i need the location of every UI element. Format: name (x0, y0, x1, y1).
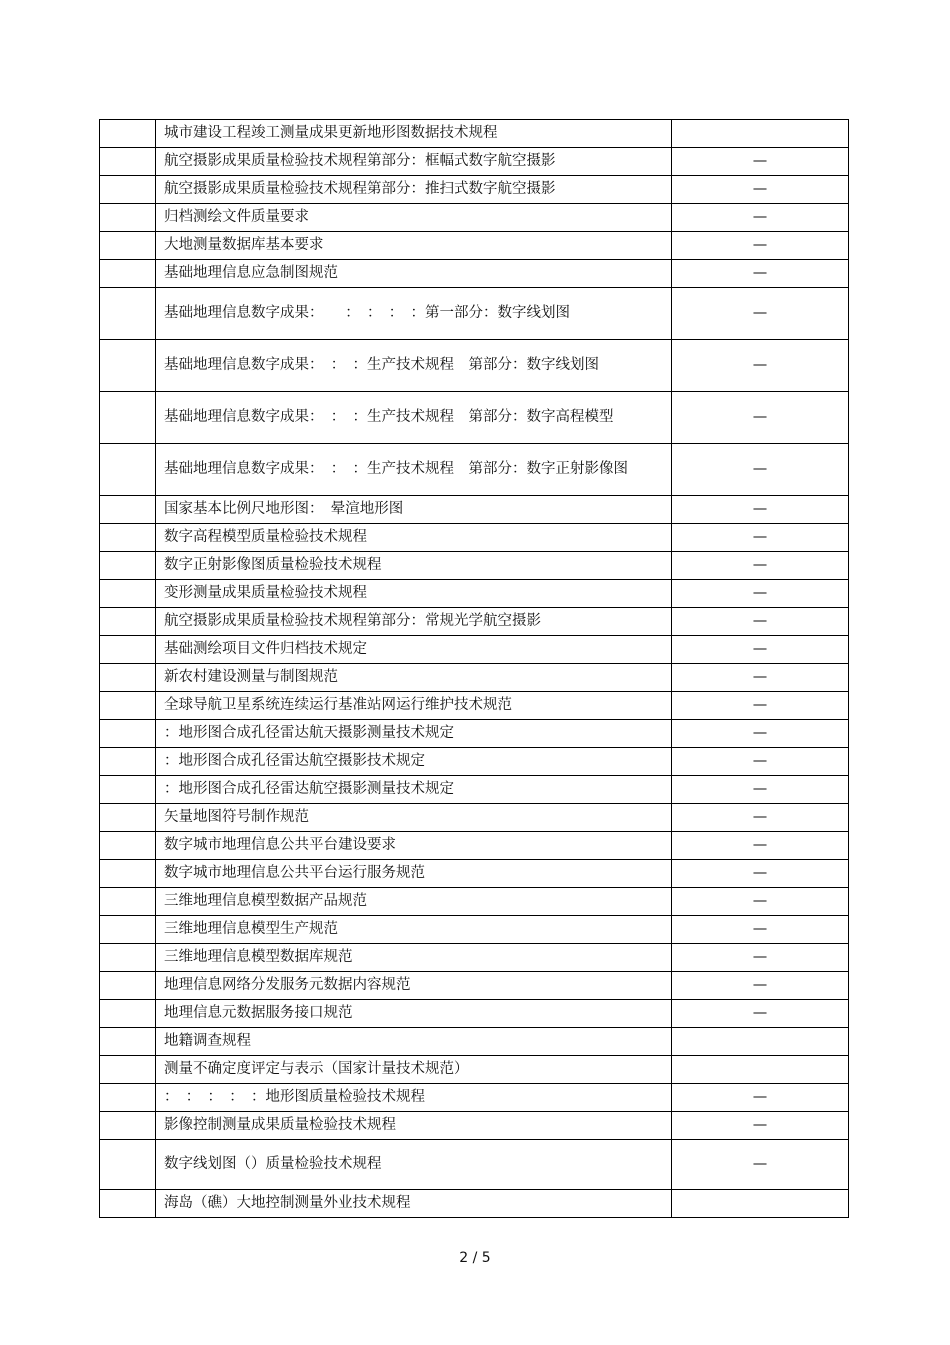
standard-title-cell: 基础地理信息应急制图规范 (156, 260, 672, 288)
row-index-cell (100, 1000, 156, 1028)
status-mark-cell: — (672, 1000, 849, 1028)
row-index-cell (100, 608, 156, 636)
row-index-cell (100, 664, 156, 692)
table-row (100, 176, 849, 204)
table-row (100, 580, 849, 608)
table-row (100, 916, 849, 944)
row-index-cell (100, 580, 156, 608)
status-mark-cell: — (672, 608, 849, 636)
table-row (100, 340, 849, 392)
standard-title-cell: 大地测量数据库基本要求 (156, 232, 672, 260)
row-index-cell (100, 204, 156, 232)
row-index-cell (100, 804, 156, 832)
standard-title-cell: 城市建设工程竣工测量成果更新地形图数据技术规程 (156, 120, 672, 148)
standards-table (99, 119, 849, 1218)
standard-title-cell: 变形测量成果质量检验技术规程 (156, 580, 672, 608)
table-row (100, 260, 849, 288)
status-mark-cell: — (672, 524, 849, 552)
row-index-cell (100, 692, 156, 720)
row-index-cell (100, 888, 156, 916)
row-index-cell (100, 1056, 156, 1084)
standard-title-cell: 航空摄影成果质量检验技术规程第部分：推扫式数字航空摄影 (156, 176, 672, 204)
standard-title-cell: 地理信息网络分发服务元数据内容规范 (156, 972, 672, 1000)
status-mark-cell: — (672, 972, 849, 1000)
standard-title-cell: 基础地理信息数字成果： ： ：生产技术规程 第部分：数字高程模型 (156, 392, 672, 444)
table-row (100, 148, 849, 176)
standard-title-cell: 数字高程模型质量检验技术规程 (156, 524, 672, 552)
row-index-cell (100, 944, 156, 972)
table-row (100, 288, 849, 340)
standard-title-cell: 基础测绘项目文件归档技术规定 (156, 636, 672, 664)
table-row (100, 204, 849, 232)
row-index-cell (100, 1112, 156, 1140)
row-index-cell (100, 1190, 156, 1218)
table-row (100, 392, 849, 444)
standard-title-cell: 基础地理信息数字成果： ： ：生产技术规程 第部分：数字线划图 (156, 340, 672, 392)
row-index-cell (100, 148, 156, 176)
status-mark-cell: — (672, 664, 849, 692)
status-mark-cell: — (672, 1084, 849, 1112)
table-row (100, 664, 849, 692)
status-mark-cell: — (672, 288, 849, 340)
table-row (100, 804, 849, 832)
status-mark-cell: — (672, 552, 849, 580)
table-row (100, 692, 849, 720)
table-row (100, 120, 849, 148)
status-mark-cell: — (672, 720, 849, 748)
standard-title-cell: 新农村建设测量与制图规范 (156, 664, 672, 692)
table-row (100, 1084, 849, 1112)
row-index-cell (100, 860, 156, 888)
standard-title-cell: 基础地理信息数字成果： ： ： ： ：第一部分：数字线划图 (156, 288, 672, 340)
row-index-cell (100, 340, 156, 392)
standard-title-cell: 三维地理信息模型生产规范 (156, 916, 672, 944)
status-mark-cell: — (672, 748, 849, 776)
table-row (100, 888, 849, 916)
status-mark-cell: — (672, 204, 849, 232)
standard-title-cell: ：地形图合成孔径雷达航天摄影测量技术规定 (156, 720, 672, 748)
status-mark-cell (672, 1028, 849, 1056)
status-mark-cell: — (672, 1112, 849, 1140)
status-mark-cell: — (672, 804, 849, 832)
standard-title-cell: ：地形图合成孔径雷达航空摄影测量技术规定 (156, 776, 672, 804)
row-index-cell (100, 832, 156, 860)
table-row (100, 1000, 849, 1028)
table-row (100, 1028, 849, 1056)
table-row (100, 232, 849, 260)
table-row (100, 496, 849, 524)
table-row (100, 944, 849, 972)
status-mark-cell: — (672, 392, 849, 444)
standard-title-cell: ：地形图合成孔径雷达航空摄影技术规定 (156, 748, 672, 776)
table-row (100, 552, 849, 580)
standard-title-cell: 地籍调查规程 (156, 1028, 672, 1056)
status-mark-cell: — (672, 888, 849, 916)
row-index-cell (100, 916, 156, 944)
status-mark-cell: — (672, 260, 849, 288)
standard-title-cell: 数字正射影像图质量检验技术规程 (156, 552, 672, 580)
standard-title-cell: 数字城市地理信息公共平台建设要求 (156, 832, 672, 860)
standard-title-cell: ： ： ： ： ：地形图质量检验技术规程 (156, 1084, 672, 1112)
row-index-cell (100, 444, 156, 496)
standard-title-cell: 测量不确定度评定与表示（国家计量技术规范） (156, 1056, 672, 1084)
standard-title-cell: 归档测绘文件质量要求 (156, 204, 672, 232)
row-index-cell (100, 232, 156, 260)
status-mark-cell: — (672, 496, 849, 524)
row-index-cell (100, 636, 156, 664)
table-row (100, 776, 849, 804)
standard-title-cell: 矢量地图符号制作规范 (156, 804, 672, 832)
row-index-cell (100, 524, 156, 552)
standard-title-cell: 基础地理信息数字成果： ： ：生产技术规程 第部分：数字正射影像图 (156, 444, 672, 496)
table-row (100, 1140, 849, 1190)
row-index-cell (100, 1084, 156, 1112)
row-index-cell (100, 496, 156, 524)
standard-title-cell: 数字城市地理信息公共平台运行服务规范 (156, 860, 672, 888)
row-index-cell (100, 120, 156, 148)
row-index-cell (100, 720, 156, 748)
table-row (100, 608, 849, 636)
status-mark-cell: — (672, 636, 849, 664)
row-index-cell (100, 552, 156, 580)
table-row (100, 1112, 849, 1140)
standard-title-cell: 航空摄影成果质量检验技术规程第部分：框幅式数字航空摄影 (156, 148, 672, 176)
standard-title-cell: 全球导航卫星系统连续运行基准站网运行维护技术规范 (156, 692, 672, 720)
table-row (100, 524, 849, 552)
row-index-cell (100, 776, 156, 804)
status-mark-cell: — (672, 916, 849, 944)
page-number: 2 / 5 (459, 1250, 491, 1266)
standard-title-cell: 三维地理信息模型数据产品规范 (156, 888, 672, 916)
row-index-cell (100, 176, 156, 204)
row-index-cell (100, 748, 156, 776)
row-index-cell (100, 1028, 156, 1056)
table-row (100, 1056, 849, 1084)
row-index-cell (100, 1140, 156, 1190)
status-mark-cell (672, 120, 849, 148)
status-mark-cell (672, 1190, 849, 1218)
status-mark-cell: — (672, 580, 849, 608)
status-mark-cell: — (672, 444, 849, 496)
row-index-cell (100, 288, 156, 340)
row-index-cell (100, 260, 156, 288)
table-row (100, 720, 849, 748)
table-row (100, 1190, 849, 1218)
status-mark-cell: — (672, 1140, 849, 1190)
status-mark-cell: — (672, 232, 849, 260)
status-mark-cell: — (672, 944, 849, 972)
table-row (100, 832, 849, 860)
standard-title-cell: 国家基本比例尺地形图： 晕渲地形图 (156, 496, 672, 524)
standard-title-cell: 数字线划图（）质量检验技术规程 (156, 1140, 672, 1190)
row-index-cell (100, 392, 156, 444)
standard-title-cell: 影像控制测量成果质量检验技术规程 (156, 1112, 672, 1140)
standard-title-cell: 三维地理信息模型数据库规范 (156, 944, 672, 972)
status-mark-cell: — (672, 776, 849, 804)
status-mark-cell: — (672, 832, 849, 860)
status-mark-cell: — (672, 148, 849, 176)
row-index-cell (100, 972, 156, 1000)
standard-title-cell: 地理信息元数据服务接口规范 (156, 1000, 672, 1028)
table-row (100, 444, 849, 496)
table-row (100, 748, 849, 776)
status-mark-cell: — (672, 340, 849, 392)
status-mark-cell: — (672, 860, 849, 888)
table-row (100, 636, 849, 664)
standard-title-cell: 航空摄影成果质量检验技术规程第部分：常规光学航空摄影 (156, 608, 672, 636)
status-mark-cell: — (672, 692, 849, 720)
table-row (100, 972, 849, 1000)
status-mark-cell (672, 1056, 849, 1084)
standard-title-cell: 海岛（礁）大地控制测量外业技术规程 (156, 1190, 672, 1218)
status-mark-cell: — (672, 176, 849, 204)
table-row (100, 860, 849, 888)
